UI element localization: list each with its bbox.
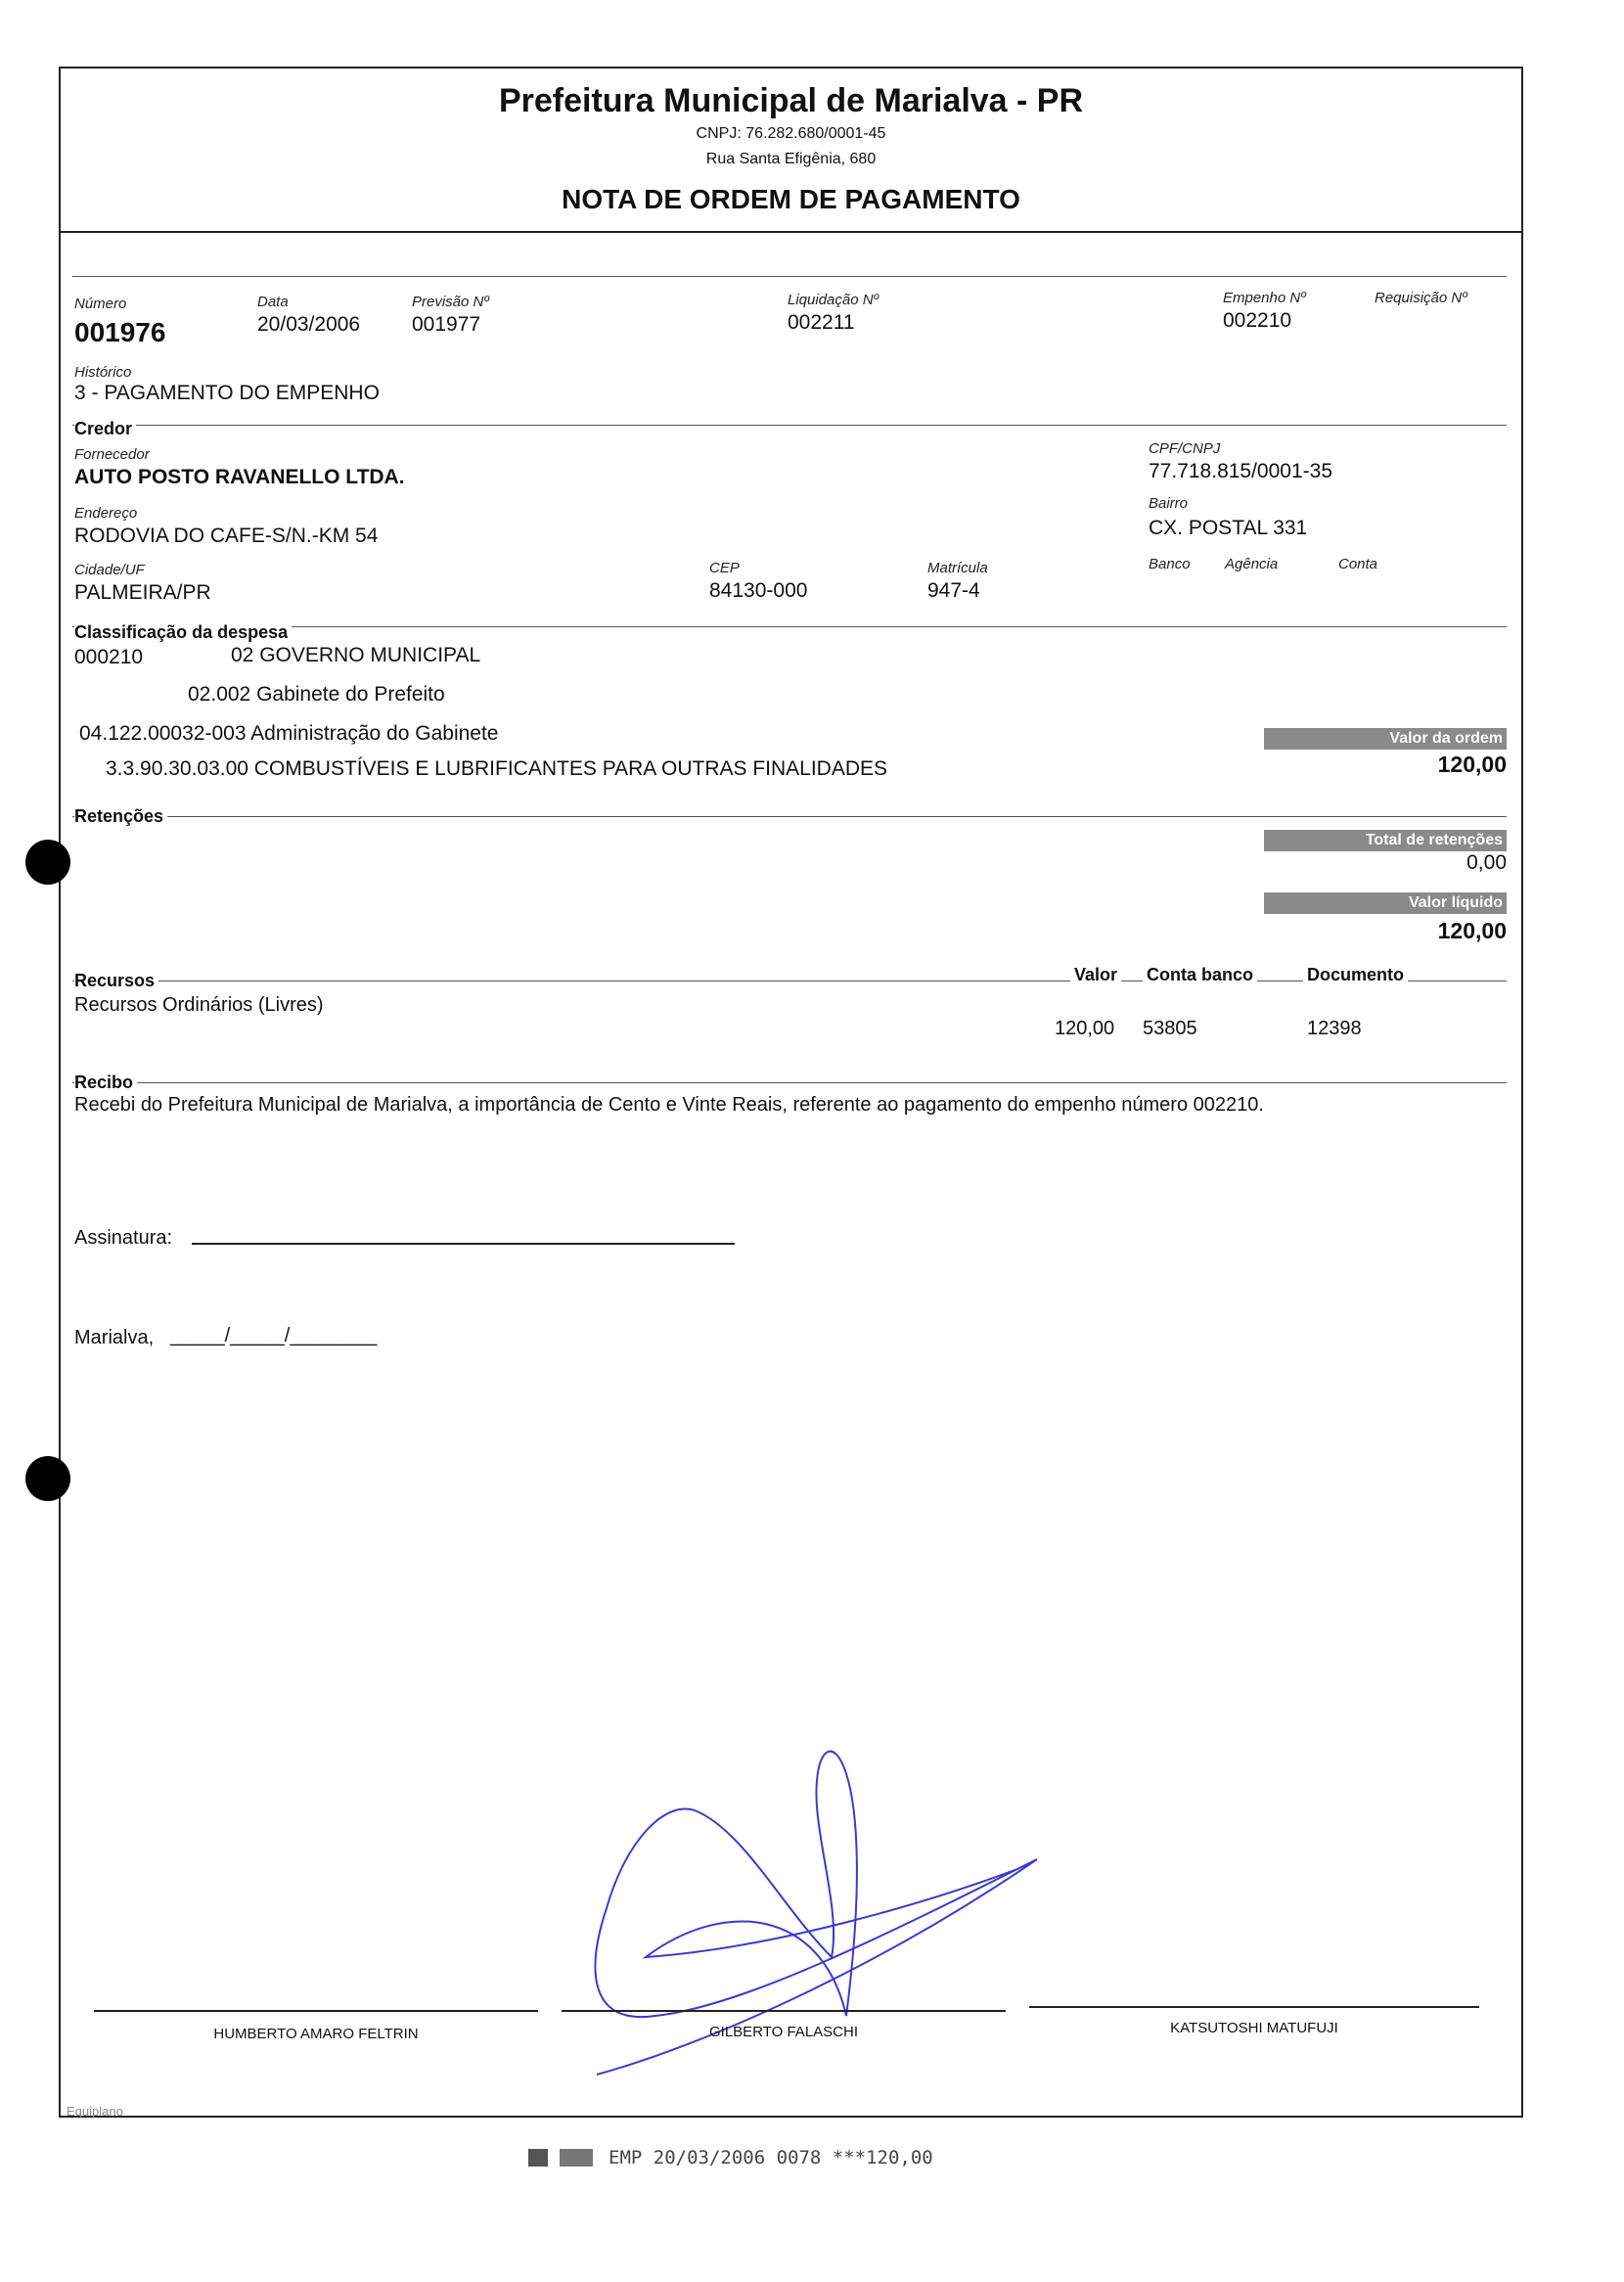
endereco-value: RODOVIA DO CAFE-S/N.-KM 54 [74, 525, 379, 547]
numero-label: Número [74, 296, 127, 312]
endereco-label: Endereço [74, 505, 138, 522]
fornecedor-value: AUTO POSTO RAVANELLO LTDA. [74, 466, 405, 488]
assinatura-label: Assinatura: [74, 1227, 173, 1249]
recursos-documento-label: Documento [1303, 965, 1408, 985]
date-blank: _____/_____/________ [170, 1325, 378, 1346]
matricula-label: Matrícula [927, 560, 988, 576]
classificacao-section: Classificação da despesa [74, 622, 292, 643]
bairro-value: CX. POSTAL 331 [1149, 517, 1308, 539]
banco-label: Banco [1149, 556, 1191, 572]
liquidacao-value: 002211 [788, 311, 855, 334]
previsao-value: 001977 [412, 313, 481, 336]
recursos-description: Recursos Ordinários (Livres) [74, 994, 324, 1016]
numero-value: 001976 [74, 317, 166, 347]
stamp-mark-icon-2 [560, 2149, 593, 2167]
signature-name-2: GILBERTO FALASCHI [709, 2024, 858, 2040]
classificacao-code: 000210 [74, 646, 144, 668]
matricula-value: 947-4 [927, 579, 980, 602]
retencoes-section: Retenções [74, 806, 167, 827]
cpf-label: CPF/CNPJ [1149, 440, 1221, 457]
header-divider [59, 231, 1523, 233]
recursos-documento: 12398 [1307, 1018, 1362, 1039]
org-name: Prefeitura Municipal de Marialva - PR [498, 82, 1084, 119]
signature-line-3 [1029, 2006, 1479, 2008]
previsao-label: Previsão Nº [412, 294, 489, 310]
empenho-value: 002210 [1223, 309, 1292, 332]
org-cnpj: CNPJ: 76.282.680/0001-45 [696, 125, 886, 142]
ids-top-rule [72, 276, 1507, 277]
signature-name-1: HUMBERTO AMARO FELTRIN [213, 2026, 419, 2042]
classificacao-line2: 02.002 Gabinete do Prefeito [188, 683, 445, 706]
document-title: NOTA DE ORDEM DE PAGAMENTO [562, 184, 1020, 214]
signature-line-2 [562, 2010, 1006, 2012]
retencoes-rule [72, 816, 1507, 817]
total-retencoes-label: Total de retenções [1264, 830, 1507, 851]
credor-rule [72, 425, 1507, 426]
recibo-text: Recebi do Prefeitura Municipal de Marialva, a importância de Cento e Vinte Reais, referente ao pagamento do empenho número 002210. [74, 1094, 1264, 1116]
credor-section: Credor [74, 419, 136, 439]
liquidacao-label: Liquidação Nº [788, 292, 880, 308]
cep-value: 84130-000 [709, 579, 808, 602]
classificacao-line1: 02 GOVERNO MUNICIPAL [231, 644, 481, 666]
org-address: Rua Santa Efigênia, 680 [705, 151, 877, 167]
recibo-section: Recibo [74, 1073, 137, 1093]
recibo-rule [72, 1082, 1507, 1083]
historico-label: Histórico [74, 364, 132, 381]
agencia-label: Agência [1225, 556, 1279, 572]
mechanical-stamp: EMP 20/03/2006 0078 ***120,00 [609, 2147, 933, 2168]
fornecedor-label: Fornecedor [74, 446, 150, 463]
recursos-conta-banco: 53805 [1143, 1018, 1197, 1039]
empenho-label: Empenho Nº [1223, 290, 1306, 306]
historico-value: 3 - PAGAMENTO DO EMPENHO [74, 382, 380, 404]
local-label: Marialva, [74, 1327, 155, 1348]
data-label: Data [257, 294, 289, 310]
valor-ordem-label: Valor da ordem [1264, 728, 1507, 750]
assinatura-line [192, 1243, 735, 1245]
valor-ordem-value: 120,00 [1437, 752, 1507, 777]
classificacao-line3: 04.122.00032-003 Administração do Gabinete [79, 722, 499, 745]
recursos-valor: 120,00 [1055, 1018, 1115, 1039]
cep-label: CEP [709, 560, 740, 576]
software-footer: Equiplano [67, 2104, 123, 2119]
signature-line-1 [94, 2010, 538, 2012]
cidade-label: Cidade/UF [74, 562, 145, 578]
recursos-conta-banco-label: Conta banco [1143, 965, 1257, 985]
recursos-valor-label: Valor [1070, 965, 1121, 985]
recursos-section: Recursos [74, 971, 158, 991]
punch-hole-bottom [25, 1456, 70, 1501]
punch-hole-top [25, 840, 70, 885]
stamp-mark-icon [528, 2149, 548, 2167]
bairro-label: Bairro [1149, 495, 1189, 512]
signature-name-3: KATSUTOSHI MATUFUJI [1170, 2020, 1338, 2036]
total-retencoes-value: 0,00 [1466, 851, 1507, 874]
valor-liquido-label: Valor líquido [1264, 892, 1507, 914]
requisicao-label: Requisição Nº [1375, 290, 1467, 306]
valor-liquido-value: 120,00 [1437, 918, 1507, 943]
cpf-value: 77.718.815/0001-35 [1149, 460, 1333, 482]
conta-label: Conta [1338, 556, 1378, 572]
cidade-value: PALMEIRA/PR [74, 581, 211, 604]
classificacao-line4: 3.3.90.30.03.00 COMBUSTÍVEIS E LUBRIFICANTES PARA OUTRAS FINALIDADES [106, 757, 888, 780]
data-value: 20/03/2006 [257, 313, 361, 336]
